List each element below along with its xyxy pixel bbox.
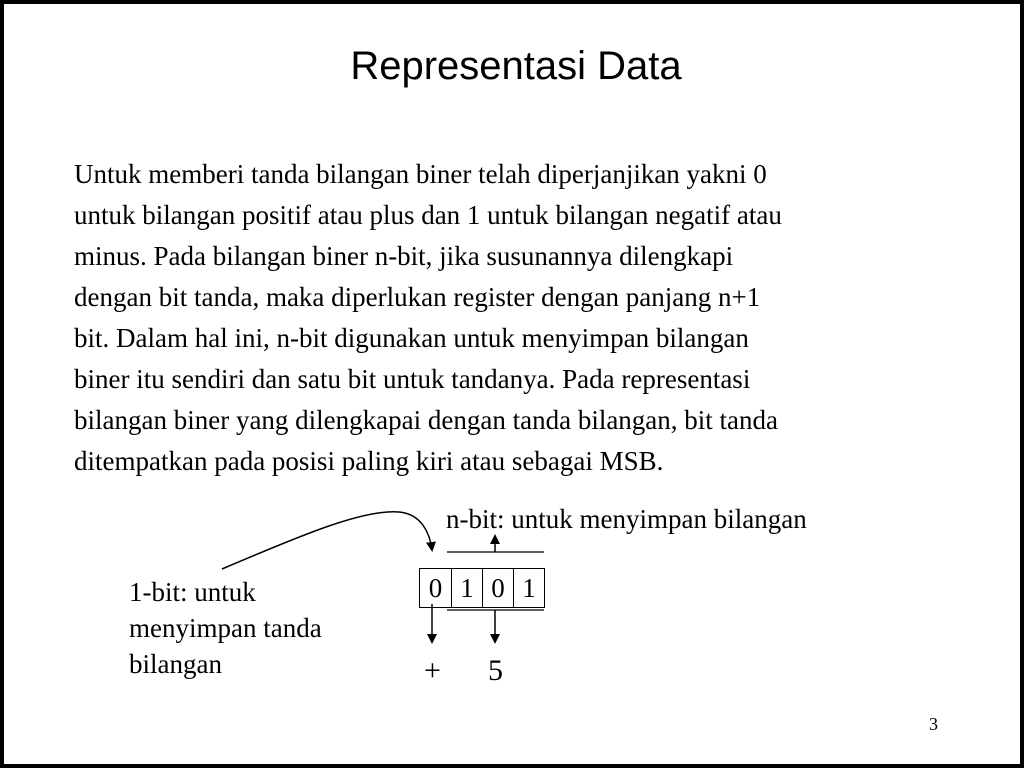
bit-register: [419, 568, 545, 608]
bit-cell: 1: [513, 569, 544, 607]
body-line: bit. Dalam hal ini, n-bit digunakan untuk menyimpan bilangan: [74, 323, 749, 353]
body-line: ditempatkan pada posisi paling kiri atau sebagai MSB.: [74, 446, 664, 476]
slide-title: Representasi Data: [350, 44, 682, 88]
body-line: dengan bit tanda, maka diperlukan register dengan panjang n+1: [74, 282, 761, 312]
bit-cell: 1: [451, 569, 482, 607]
onebit-label: [129, 574, 322, 682]
onebit-label-line: menyimpan tanda: [129, 613, 322, 643]
onebit-label-line: bilangan: [129, 649, 222, 679]
body-line: bilangan biner yang dilengkapai dengan tanda bilangan, bit tanda: [74, 405, 779, 435]
page-number: 3: [929, 714, 938, 734]
onebit-label-line: 1-bit: untuk: [129, 577, 256, 607]
nbit-label: n-bit: untuk menyimpan bilangan: [446, 504, 807, 534]
bit-cell-sign: 0: [428, 573, 443, 603]
body-line: untuk bilangan positif atau plus dan 1 untuk bilangan negatif atau: [74, 200, 782, 230]
magnitude-output: 5: [488, 654, 503, 687]
curved-arrow: [222, 512, 432, 569]
body-line: Untuk memberi tanda bilangan biner telah diperjanjikan yakni 0: [74, 159, 767, 189]
sign-output: +: [424, 654, 441, 687]
body-line: minus. Pada bilangan biner n-bit, jika susunannya dilengkapi: [74, 241, 734, 271]
body-line: biner itu sendiri dan satu bit untuk tandanya. Pada representasi: [74, 364, 751, 394]
bit-cell: 0: [482, 569, 513, 607]
